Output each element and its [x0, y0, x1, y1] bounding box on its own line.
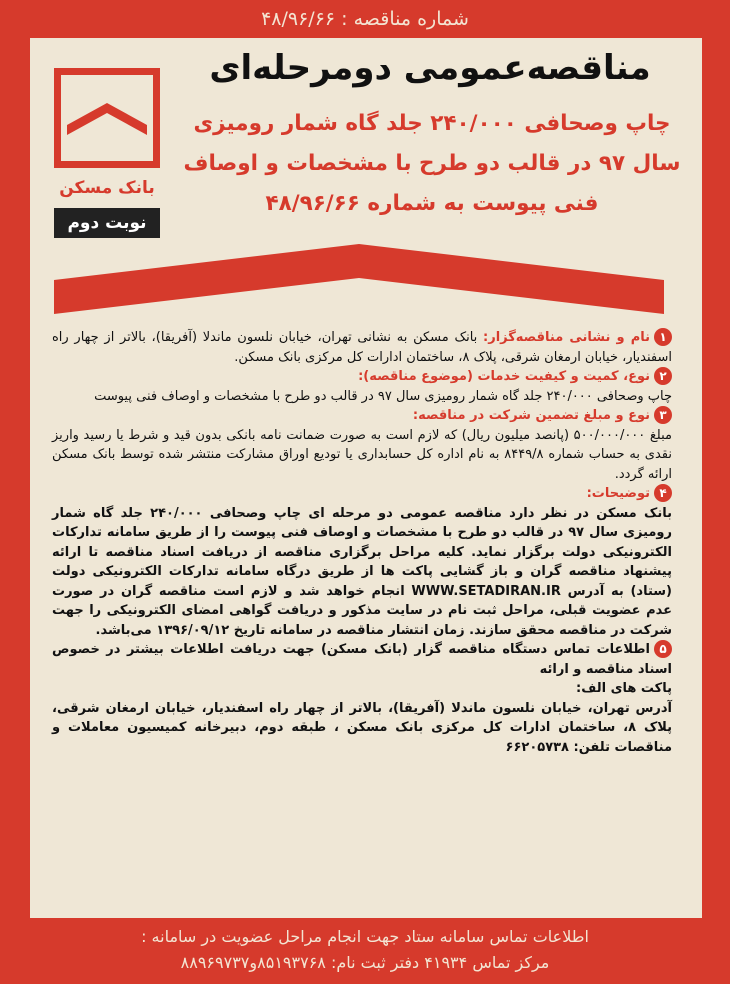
footer-line-1: اطلاعات تماس سامانه ستاد جهت انجام مراحل عضویت در سامانه : — [141, 927, 589, 946]
turn-badge: نوبت دوم — [54, 208, 160, 238]
section-heading: توضیحات: — [586, 486, 650, 501]
ad-title: مناقصه‌عمومی دومرحله‌ای — [209, 48, 651, 88]
section-text: اطلاعات تماس دستگاه مناقصه گزار (بانک مسکن) جهت دریافت اطلاعات بیشتر در خصوص اسناد مناقصه و ارائه — [52, 642, 672, 677]
section-1 — [52, 328, 672, 367]
section-number: ۲ — [654, 367, 672, 385]
section-heading: نوع، کمیت و کیفیت خدمات (موضوع مناقصه): — [358, 369, 650, 384]
roof-banner-icon — [54, 240, 664, 320]
bank-logo — [54, 68, 160, 168]
section-text: بانک مسکن در نظر دارد مناقصه عمومی دو مرحله ای چاپ وصحافی ۲۴۰/۰۰۰ جلد گاه شمار رومیزی سال ۹۷ در قالب دو طرح با مشخصات و اوصاف فنی پیوست را از طریق سامانه تدارکات الکترونیکی دولت برگزار نماید. کلیه مراحل برگزاری مناقصه از دریافت اسناد مناقصه تا ارائه پیشنهاد مناقصه گران و باز گشایی پاکت ها از طریق درگاه سامانه تدارکات الکترونیکی دولت (ستاد) به آدرس WWW.SETADIRAN.IR انجام خواهد شد و لازم است مناقصه گران در صورت عدم عضویت قبلی، مراحل ثبت نام در سایت مذکور و دریافت گواهی امضای الکترونیکی را جهت شرکت در مناقصه محقق سازند. زمان انتشار مناقصه در سامانه تاریخ ۱۳۹۶/۰۹/۱۲ می‌باشد. — [52, 505, 673, 638]
section-number: ۳ — [654, 406, 672, 424]
bank-maskan-roof-logo-icon — [67, 95, 147, 145]
tender-number: شماره مناقصه : ۴۸/۹۶/۶۶ — [261, 8, 469, 30]
section-text: بانک مسکن به نشانی تهران، خیابان نلسون ماندلا (آفریقا)، بالاتر از چهار راه اسفندیار، خیابان ارمغان شرقی، پلاک ۸، ساختمان ادارات کل مرکزی بانک مسکن. — [52, 330, 672, 365]
section-3 — [52, 406, 672, 484]
section-number: ۴ — [654, 484, 672, 502]
section-4 — [52, 484, 672, 640]
footer-line-2: مرکز تماس ۴۱۹۳۴ دفتر ثبت نام: ۸۵۱۹۳۷۶۸و۸۸۹۶۹۷۳۷ — [180, 953, 550, 972]
footer — [40, 924, 690, 976]
envelope-address — [52, 699, 672, 758]
section-text: مبلغ ۵۰۰/۰۰۰/۰۰۰ (پانصد میلیون ریال) که لازم است به صورت ضمانت نامه بانکی بدون قید و شرط یا رسید واریز نقدی به حساب شماره ۸۴۴۹/۸ به نام اداره کل حسابداری یا تودیع اوراق مشارکت منتشر شده توسط بانک مسکن ارائه گردد. — [52, 427, 672, 482]
section-heading: نام و نشانی مناقصه‌گزار: — [483, 330, 650, 345]
section-number: ۱ — [654, 328, 672, 346]
section-number: ۵ — [654, 640, 672, 658]
ad-subtitle: چاپ وصحافی ۲۴۰/۰۰۰ جلد گاه شمار رومیزی سال ۹۷ در قالب دو طرح با مشخصات و اوصاف فنی پیوست به شماره ۴۸/۹۶/۶۶ — [183, 111, 681, 216]
ad-body — [52, 328, 672, 757]
bank-name: بانک مسکن — [59, 178, 155, 198]
section-2 — [52, 367, 672, 406]
section-text: چاپ وصحافی ۲۴۰/۰۰۰ جلد گاه شمار رومیزی سال ۹۷ در قالب دو طرح با مشخصات و اوصاف فنی پیوست — [94, 388, 672, 404]
section-5 — [52, 640, 672, 679]
address-text: تهران، خیابان نلسون ماندلا (آفریقا)، بالاتر از چهار راه اسفندیار، خیابان ارمغان شرقی، پلاک ۸، ساختمان ادارات کل مرکزی بانک مسکن ، طبقه دوم، دبیرخانه کمیسیون معاملات و مناقصات تلفن: ۶۶۲۰۵۷۳۸ — [52, 700, 673, 755]
address-label: آدرس — [635, 700, 672, 716]
envelope-heading: پاکت های الف: — [576, 681, 672, 696]
section-heading: نوع و مبلغ تضمین شرکت در مناقصه: — [412, 408, 650, 423]
